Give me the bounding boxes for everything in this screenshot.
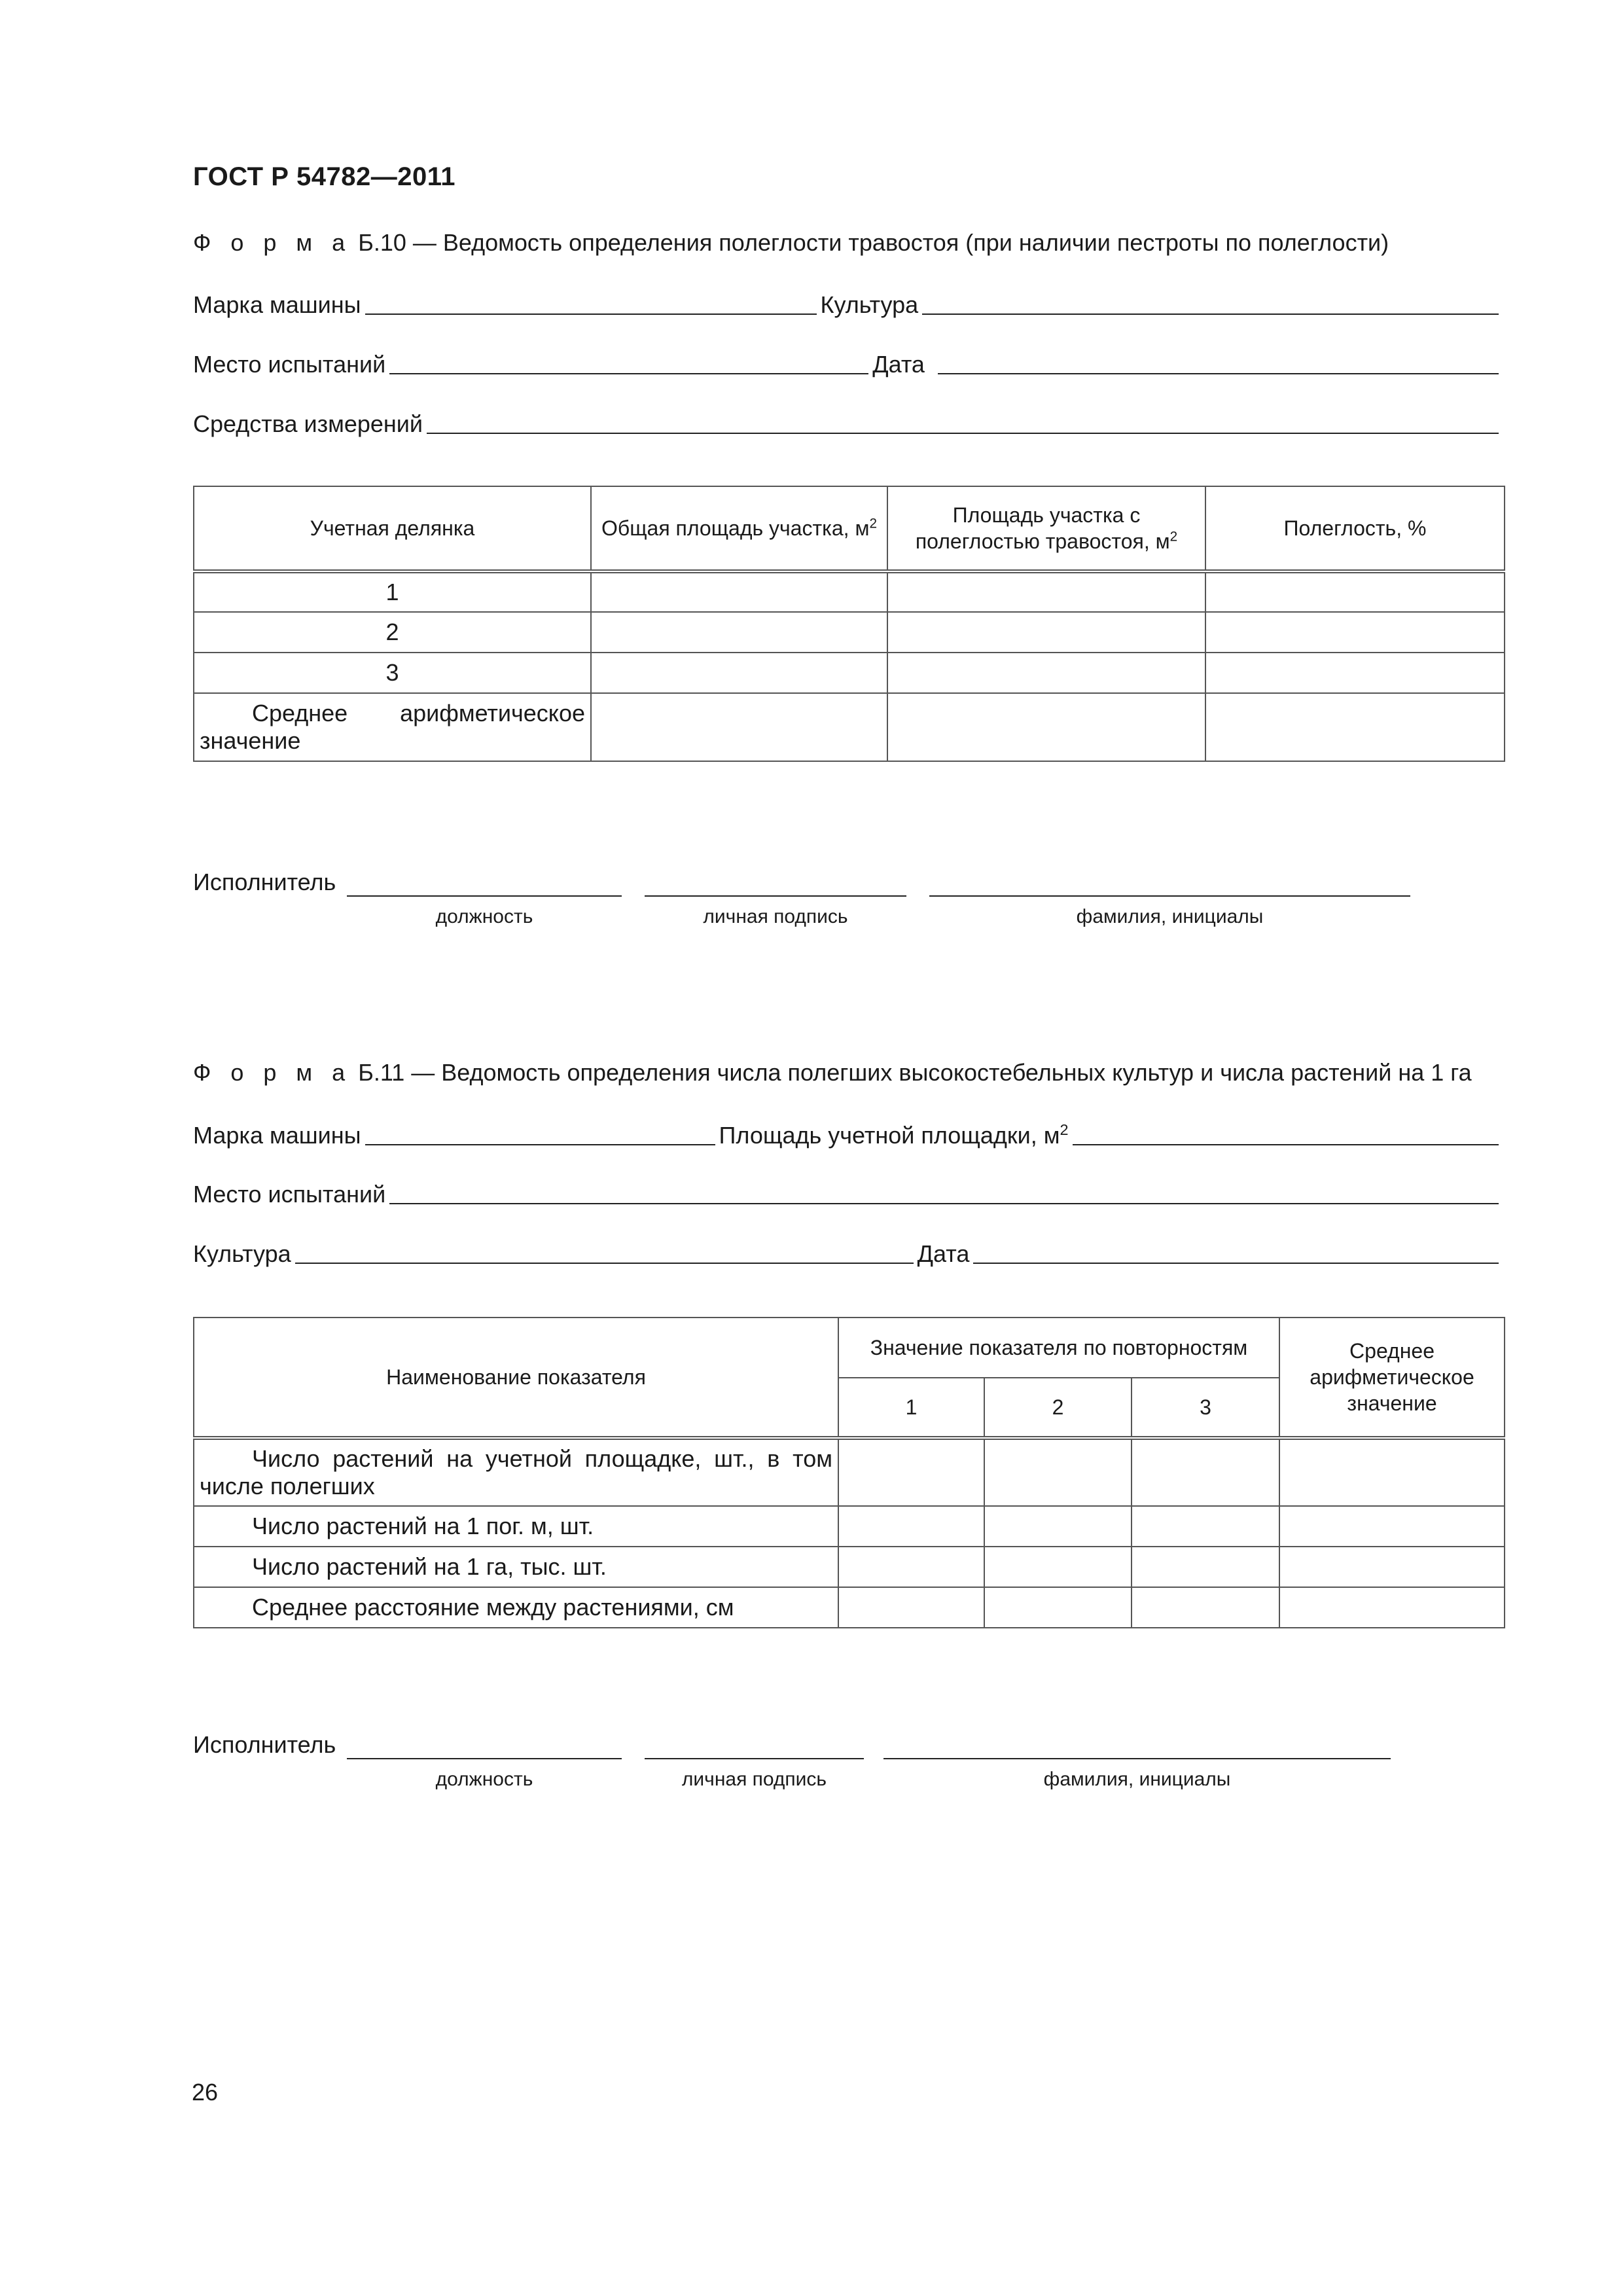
table-row: [194, 1547, 1505, 1587]
document-id: ГОСТ Р 54782—2011: [193, 162, 455, 191]
row-label: Среднее расстояние между растениями, см: [194, 1587, 838, 1628]
instruments-field[interactable]: [427, 433, 1499, 434]
table-cell[interactable]: [591, 693, 887, 761]
row-label: Число растений на 1 га, тыс. шт.: [194, 1547, 838, 1587]
form-b11-name-line[interactable]: [883, 1758, 1391, 1759]
machine-brand-field[interactable]: [365, 1144, 715, 1145]
row-label: Число растений на 1 пог. м, шт.: [194, 1506, 838, 1547]
header-lodging-percent: Полеглость, %: [1205, 486, 1505, 571]
table-cell[interactable]: [1205, 653, 1505, 693]
name-caption: фамилия, инициалы: [1043, 1768, 1231, 1790]
header-indicator-name: Наименование показателя: [194, 1318, 838, 1438]
table-row: [194, 1438, 1505, 1506]
table-row: [194, 612, 1505, 653]
table-row: [194, 571, 1505, 612]
form-b10-row-site-date: [193, 346, 1499, 378]
table-cell[interactable]: [887, 571, 1205, 612]
date-field[interactable]: [938, 373, 1499, 374]
crop-field[interactable]: [295, 1263, 914, 1264]
table-cell[interactable]: [591, 653, 887, 693]
table-cell[interactable]: [1132, 1547, 1279, 1587]
form-b10-title: [193, 229, 1389, 257]
crop-label: Культура: [193, 1240, 291, 1267]
test-site-label: Место испытаний: [193, 351, 386, 378]
form-b10-executor-label: Исполнитель: [193, 869, 336, 895]
row-label: 3: [194, 653, 591, 693]
date-label: Дата: [917, 1240, 970, 1267]
table-row: [194, 1587, 1505, 1628]
table-cell[interactable]: [1279, 1587, 1505, 1628]
test-site-field[interactable]: [389, 1203, 1499, 1204]
form-b11-signature-line[interactable]: [645, 1758, 864, 1759]
page-number: 26: [192, 2079, 219, 2106]
table-cell[interactable]: [838, 1506, 984, 1547]
table-cell[interactable]: [887, 653, 1205, 693]
machine-brand-label: Марка машины: [193, 1122, 361, 1149]
form-b10-title-text: Б.10 — Ведомость определения полеглости травостоя (при наличии пестроты по полеглости): [358, 229, 1389, 256]
table-cell[interactable]: [1205, 693, 1505, 761]
crop-field[interactable]: [922, 314, 1499, 315]
row-label: Среднее арифметическое значение: [194, 693, 591, 761]
form-b11-row-machine-area: [193, 1117, 1499, 1149]
table-cell[interactable]: [1132, 1506, 1279, 1547]
table-cell[interactable]: [887, 693, 1205, 761]
machine-brand-field[interactable]: [365, 314, 817, 315]
table-cell[interactable]: [838, 1438, 984, 1506]
form-b10-row-machine-crop: [193, 286, 1499, 319]
table-row: [194, 1506, 1505, 1547]
table-cell[interactable]: [887, 612, 1205, 653]
header-plot: Учетная делянка: [194, 486, 591, 571]
header-repeat-values: Значение показателя по повторностям: [838, 1318, 1279, 1378]
instruments-label: Средства измерений: [193, 410, 423, 437]
crop-label: Культура: [820, 291, 919, 318]
table-header-row: [194, 486, 1505, 571]
position-caption: должность: [435, 1768, 533, 1790]
date-field[interactable]: [973, 1263, 1499, 1264]
form-b11-position-line[interactable]: [347, 1758, 622, 1759]
form-b10-name-line[interactable]: [929, 895, 1410, 897]
table-header-row: [194, 1318, 1505, 1378]
form-b10-table: [193, 486, 1505, 762]
table-cell[interactable]: [1205, 571, 1505, 612]
table-cell[interactable]: [984, 1587, 1132, 1628]
table-cell[interactable]: [838, 1587, 984, 1628]
table-cell[interactable]: [984, 1438, 1132, 1506]
header-mean: Среднее арифметическое значение: [1279, 1318, 1505, 1438]
signature-caption: личная подпись: [681, 1768, 827, 1790]
form-b10-row-instruments: [193, 405, 1499, 438]
form-b11-title-text: Б.11 — Ведомость определения числа полегших высокостебельных культур и числа растений на 1 га: [358, 1059, 1472, 1086]
table-cell[interactable]: [591, 571, 887, 612]
name-caption: фамилия, инициалы: [1076, 906, 1264, 927]
form-b11-prefix: Ф о р м а: [193, 1059, 352, 1086]
test-site-label: Место испытаний: [193, 1181, 386, 1208]
test-site-field[interactable]: [389, 373, 868, 374]
header-repeat-3: 3: [1132, 1378, 1279, 1438]
form-b11-title: [193, 1059, 1472, 1086]
machine-brand-label: Марка машины: [193, 291, 361, 318]
form-b11-executor-label: Исполнитель: [193, 1731, 336, 1758]
signature-caption: личная подпись: [703, 906, 848, 927]
table-cell[interactable]: [984, 1547, 1132, 1587]
table-cell[interactable]: [1279, 1547, 1505, 1587]
row-label: Число растений на учетной площадке, шт., в том числе полегших: [194, 1438, 838, 1506]
form-b10-position-line[interactable]: [347, 895, 622, 897]
header-lodged-area: Площадь участка с полеглостью травостоя, $м^2$: [887, 486, 1205, 571]
position-caption: должность: [435, 906, 533, 927]
row-label: 1: [194, 571, 591, 612]
plot-area-field[interactable]: [1073, 1144, 1499, 1145]
date-label: Дата: [872, 351, 925, 378]
table-cell[interactable]: [591, 612, 887, 653]
table-cell[interactable]: [1279, 1438, 1505, 1506]
table-cell[interactable]: [1205, 612, 1505, 653]
row-label: 2: [194, 612, 591, 653]
form-b11-table: [193, 1317, 1505, 1628]
header-total-area: Общая площадь участка, $м^2$: [591, 486, 887, 571]
header-repeat-1: 1: [838, 1378, 984, 1438]
plot-area-label: Площадь учетной площадки, $м^2$: [719, 1121, 1069, 1149]
form-b10-signature-line[interactable]: [645, 895, 906, 897]
table-row: [194, 693, 1505, 761]
table-cell[interactable]: [984, 1506, 1132, 1547]
table-cell[interactable]: [838, 1547, 984, 1587]
form-b10-prefix: Ф о р м а: [193, 229, 352, 256]
table-cell[interactable]: [1132, 1438, 1279, 1506]
form-b11-row-site: [193, 1175, 1499, 1208]
form-b11-row-crop-date: [193, 1235, 1499, 1268]
table-row: [194, 653, 1505, 693]
table-cell[interactable]: [1132, 1587, 1279, 1628]
header-repeat-2: 2: [984, 1378, 1132, 1438]
table-cell[interactable]: [1279, 1506, 1505, 1547]
